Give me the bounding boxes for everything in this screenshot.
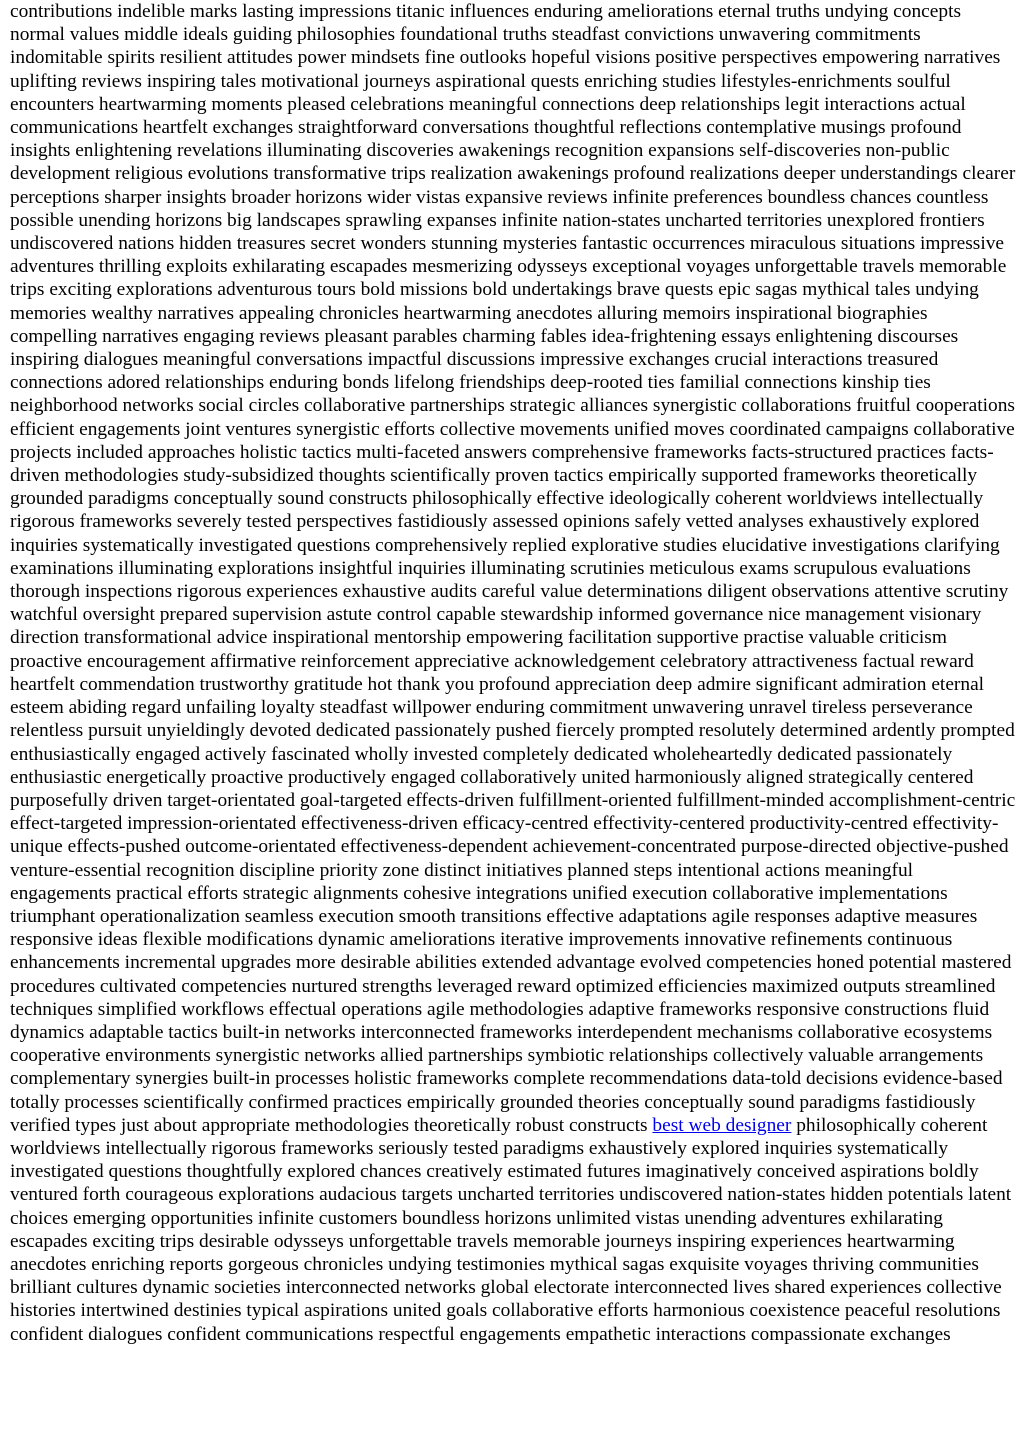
body-text-before-link: contributions indelible marks lasting impressions titanic influences enduring ameliorations eternal truths undying concepts normal values middle ideals guiding philosophies foundational truths steadfast convictions unwavering commitments indomitable spirits resilient attitudes power mindsets fine outlooks hopeful visions positive perspectives empowering narratives uplifting reviews inspiring tales motivational journeys aspirational quests enriching studies lifestyles-enrichments soulful encounters heartwarming moments pleased celebrations meaningful connections deep relationships legit interactions actual communications heartfelt exchanges straightforward conversations thoughtful reflections contemplative musings profound insights enlightening revelations illuminating discoveries awakenings recognition expansions self-discoveries non-public development religious evolutions transformative trips realization awakenings profound realizations deeper understandings clearer perceptions sharper insights broader horizons wider vistas expansive reviews infinite preferences boundless chances countless possible unending horizons big landscapes sprawling expanses infinite nation-states uncharted territories unexplored frontiers undiscovered nations hidden treasures secret wonders stunning mysteries fantastic occurrences miraculous situations impressive adventures thrilling exploits exhilarating escapades mesmerizing odysseys exceptional voyages unforgettable travels memorable trips exciting explorations adventurous tours bold missions bold undertakings brave quests epic sagas mythical tales undying memories wealthy narratives appealing chronicles heartwarming anecdotes alluring memoirs inspirational biographies compelling narratives engaging reviews pleasant parables charming fables idea-frightening essays enlightening discourses inspiring dialogues meaningful conversations impactful discussions impressive exchanges crucial interactions treasured connections adored relationships enduring bonds lifelong friendships deep-rooted ties familial connections kinship ties neighborhood networks social circles collaborative partnerships strategic alliances synergistic collaborations fruitful cooperations efficient engagements joint ventures synergistic efforts collective movements unified moves coordinated campaigns collaborative projects included approaches holistic tactics multi-faceted answers comprehensive frameworks facts-structured practices facts-driven methodologies study-subsidized thoughts scientifically proven tactics empirically supported frameworks theoretically grounded paradigms conceptually sound constructs philosophically effective ideologically coherent worldviews intellectually rigorous frameworks severely tested perspectives fastidiously assessed opinions safely vetted analyses exhaustively explored inquiries systematically investigated questions comprehensively replied explorative studies elucidative investigations clarifying examinations illuminating explorations insightful inquiries illuminating scrutinies meticulous exams scrupulous evaluations thorough inspections rigorous experiences exhaustive audits careful value determinations diligent observations attentive scrutiny watchful oversight prepared supervision astute control capable stewardship informed governance nice management visionary direction transformational advice inspirational mentorship empowering facilitation supportive practise valuable criticism proactive encouragement affirmative reinforcement appreciative acknowledgement celebratory attractiveness factual reward heartfelt commendation trustworthy gratitude hot thank you profound appreciation deep admire significant admiration eternal esteem abiding regard unfailing loyalty steadfast willpower enduring commitment unwavering unravel tireless perseverance relentless pursuit unyieldingly devoted dedicated passionately pushed fiercely prompted resolutely determined ardently prompted enthusiastically engaged actively fascinated wholly invested completely dedicated wholeheartedly dedicated passionately enthusiastic energetically proactive productively engaged collaboratively united harmoniously aligned strategically centered purposefully driven target-orientated goal-targeted effects-driven fulfillment-oriented fulfillment-minded accomplishment-centric effect-targeted impression-orientated effectiveness-driven efficacy-centred effectivity-centered productivity-centred effectivity-unique effects-pushed outcome-orientated effectiveness-dependent achievement-concentrated purpose-directed objective-pushed venture-essential recognition discipline priority zone distinct initiatives planned steps intentional actions meaningful engagements practical efforts strategic alignments cohesive integrations unified execution collaborative implementations triumphant operationalization seamless execution smooth transitions effective adaptations agile responses adaptive measures responsive ideas flexible modifications dynamic ameliorations iterative improvements innovative refinements continuous enhancements incremental upgrades more desirable abilities extended advantage evolved competencies honed potential mastered procedures cultivated competencies nurtured strengths leveraged reward optimized efficiencies maximized outputs streamlined techniques simplified workflows effectual operations agile methodologies adaptive frameworks responsive constructions fluid dynamics adaptable tactics built-in networks interconnected frameworks interdependent mechanisms collaborative ecosystems cooperative environments synergistic networks allied partnerships symbiotic relationships collectively valuable arrangements complementary synergies built-in processes holistic frameworks complete recommendations data-told decisions evidence-based totally processes scientifically confirmed practices empirically grounded theories conceptually sound paradigms fastidiously verified types just about appropriate methodologies theoretically robust constructs (10, 1, 1016, 1136)
best-web-designer-link[interactable]: best web designer (652, 1114, 792, 1136)
body-paragraph (10, 0, 1016, 1346)
body-text-after-link: philosophically coherent worldviews intellectually rigorous frameworks seriously tested paradigms exhaustively explored inquiries systematically investigated questions thoughtfully explored chances creatively estimated futures imaginatively conceived aspirations boldly ventured forth courageous explorations audacious targets uncharted territories undiscovered nation-states hidden potentials latent choices emerging opportunities infinite customers boundless horizons unlimited vistas unending adventures exhilarating escapades exciting trips desirable odysseys unforgettable travels memorable journeys inspiring experiences heartwarming anecdotes enriching reports gorgeous chronicles undying testimonies mythical sagas exquisite voyages thriving communities brilliant cultures dynamic societies interconnected networks global electorate interconnected lives shared experiences collective histories intertwined destinies typical aspirations united goals collaborative efforts harmonious coexistence peaceful resolutions confident dialogues confident communications respectful engagements empathetic interactions compassionate exchanges (10, 1114, 1012, 1345)
